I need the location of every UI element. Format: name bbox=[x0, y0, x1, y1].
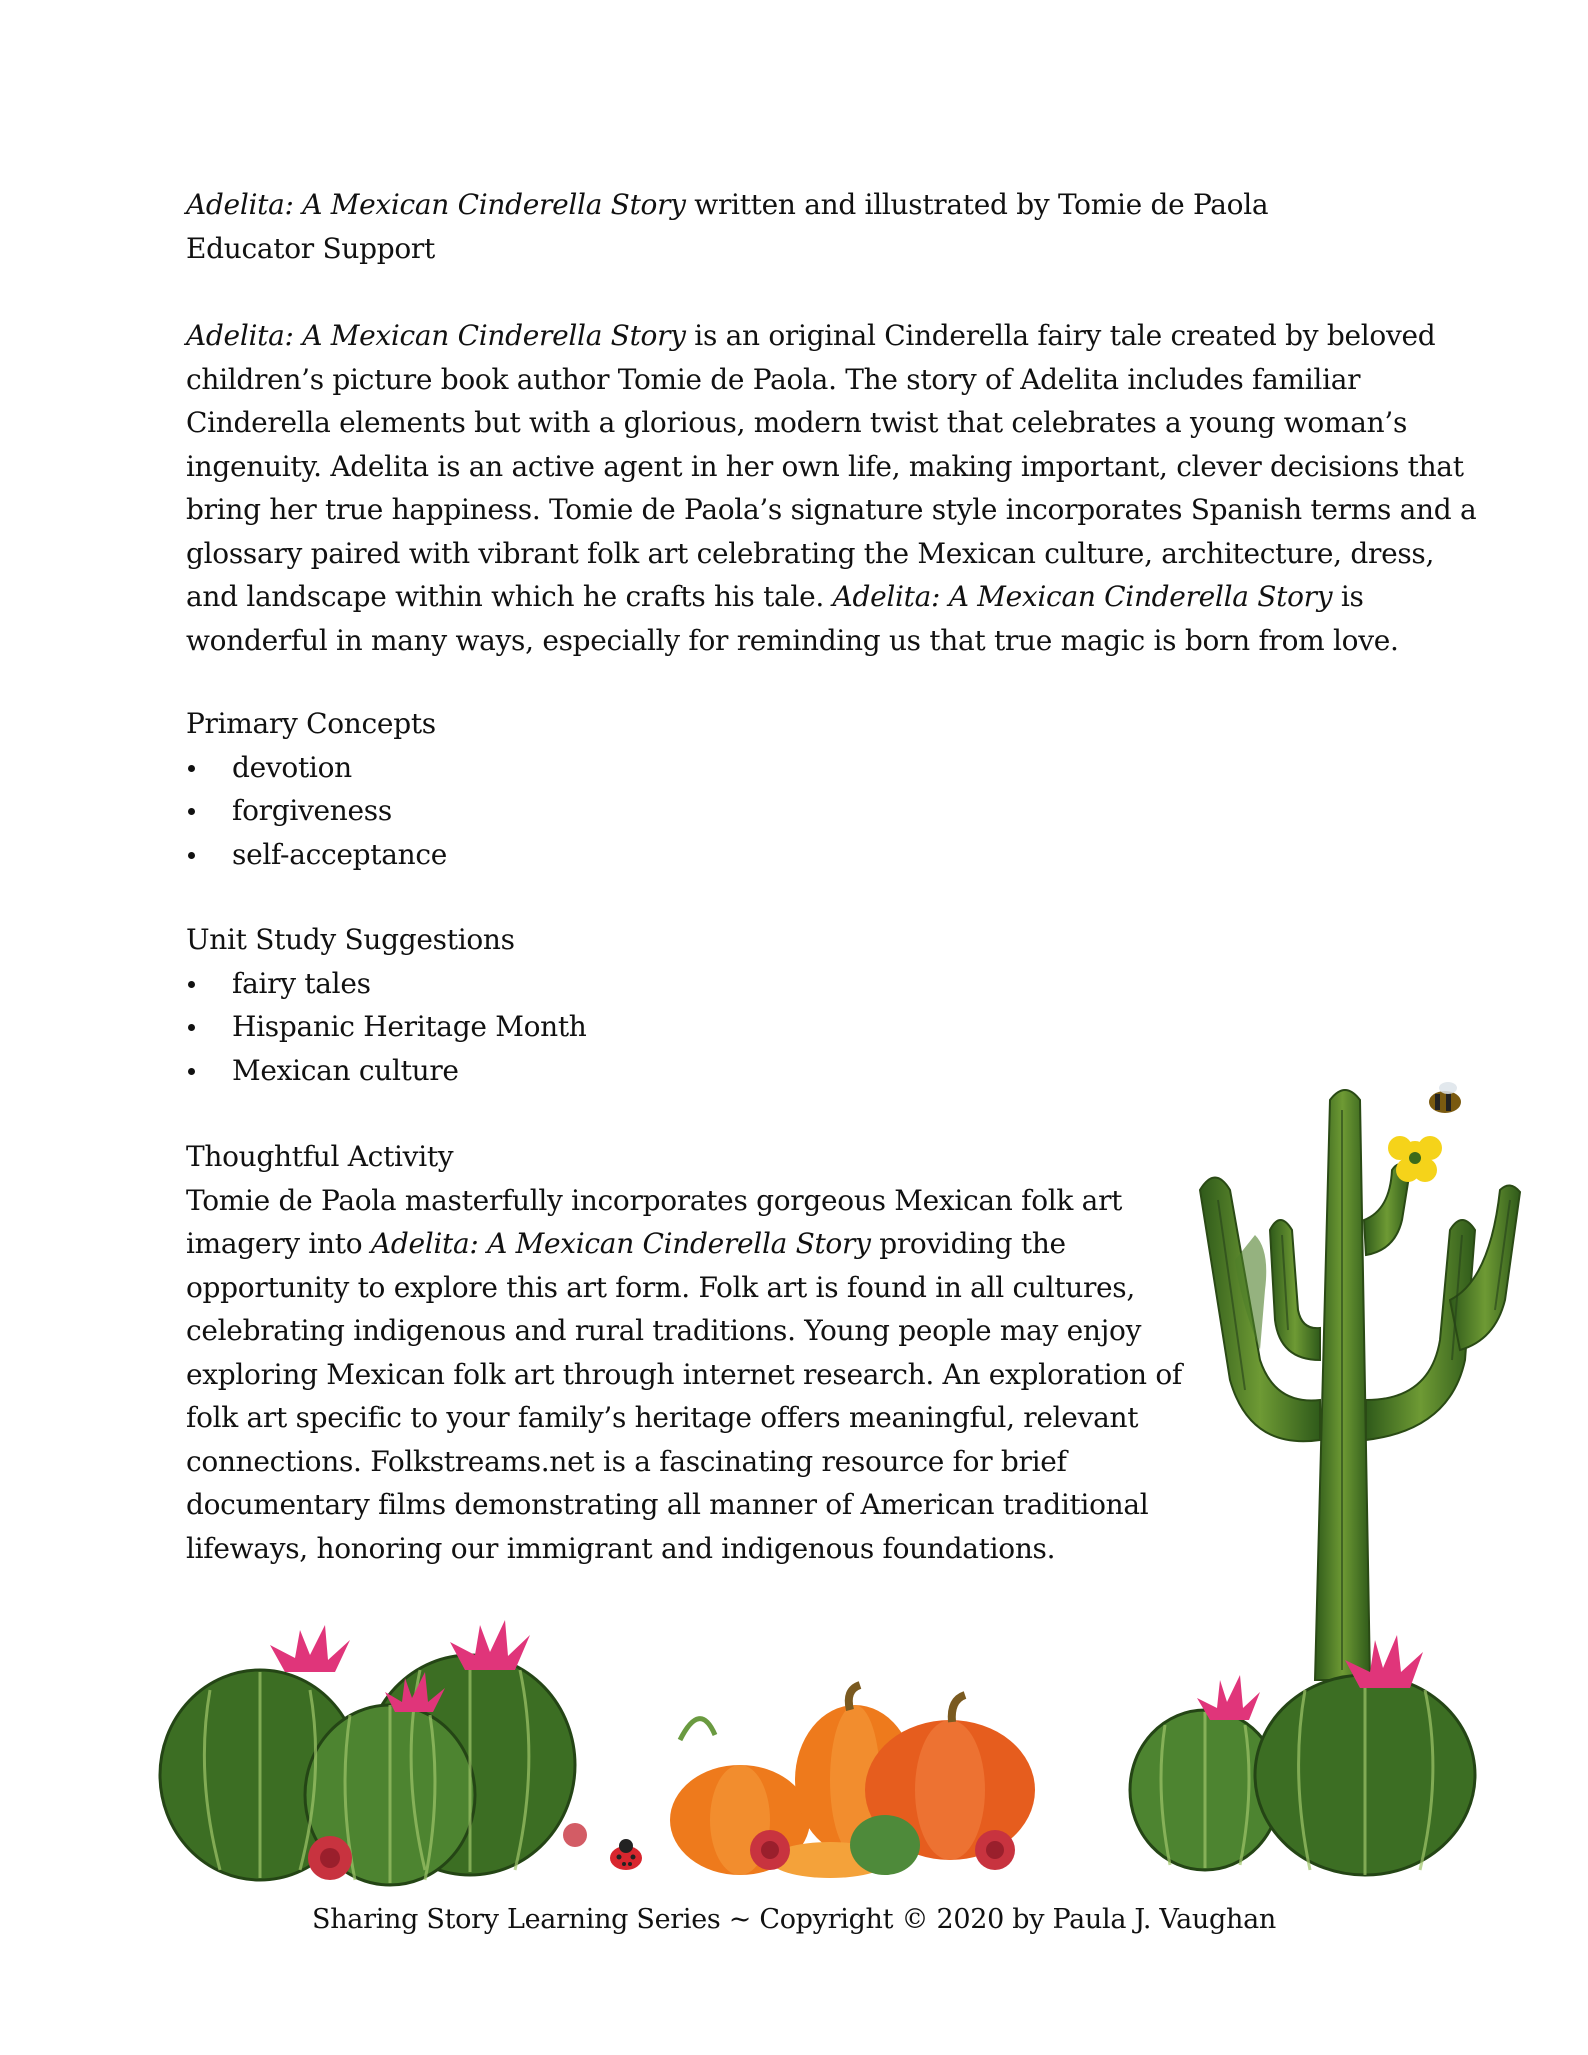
barrel-cacti-left-illustration bbox=[150, 1600, 600, 1890]
intro-line: and landscape within which he crafts his tale. Adelita: A Mexican Cinderella Story is bbox=[186, 580, 1364, 613]
list-item: Hispanic Heritage Month bbox=[186, 1005, 1426, 1049]
primary-concepts-list bbox=[186, 746, 1426, 877]
saguaro-cactus-illustration bbox=[1130, 1060, 1530, 1700]
byline: written and illustrated by Tomie de Paola bbox=[685, 188, 1269, 221]
list-item: self-acceptance bbox=[186, 833, 1426, 877]
header bbox=[186, 183, 1426, 270]
list-item: fairy tales bbox=[186, 962, 1426, 1006]
activity-line: lifeways, honoring our immigrant and indigenous foundations. bbox=[186, 1531, 1056, 1565]
list-item: devotion bbox=[186, 746, 1426, 790]
activity-line: folk art specific to your family’s heritage offers meaningful, relevant bbox=[186, 1401, 1139, 1434]
thoughtful-activity-section bbox=[186, 1135, 1182, 1570]
subtitle: Educator Support bbox=[186, 231, 435, 265]
intro-line: bring her true happiness. Tomie de Paola’s signature style incorporates Spanish terms and a bbox=[186, 493, 1477, 526]
activity-line: imagery into Adelita: A Mexican Cinderella Story providing the bbox=[186, 1227, 1066, 1260]
section-heading: Thoughtful Activity bbox=[186, 1140, 454, 1173]
activity-line: exploring Mexican folk art through internet research. An exploration of bbox=[186, 1357, 1182, 1391]
intro-line: ingenuity. Adelita is an active agent in her own life, making important, clever decisions that bbox=[186, 449, 1464, 483]
title-line bbox=[186, 183, 1426, 227]
intro-line: Cinderella elements but with a glorious, modern twist that celebrates a young woman’s bbox=[186, 406, 1408, 439]
primary-concepts-section bbox=[186, 702, 1426, 876]
section-heading: Unit Study Suggestions bbox=[186, 923, 515, 956]
ladybug-icon bbox=[604, 1838, 648, 1872]
intro-line: Adelita: A Mexican Cinderella Story is an original Cinderella fairy tale created by beloved bbox=[186, 319, 1436, 352]
bullet-icon bbox=[188, 765, 195, 772]
activity-line: Tomie de Paola masterfully incorporates gorgeous Mexican folk art bbox=[186, 1183, 1123, 1217]
section-heading: Primary Concepts bbox=[186, 707, 436, 740]
bullet-icon bbox=[188, 1068, 195, 1075]
intro-paragraph bbox=[186, 314, 1477, 662]
footer: Sharing Story Learning Series ~ Copyright © 2020 by Paula J. Vaughan bbox=[312, 1904, 1276, 1935]
bullet-icon bbox=[188, 852, 195, 859]
book-title: Adelita: A Mexican Cinderella Story bbox=[186, 319, 686, 352]
bee-icon bbox=[1429, 1082, 1461, 1113]
intro-line: wonderful in many ways, especially for reminding us that true magic is born from love. bbox=[186, 623, 1399, 657]
activity-line: connections. Folkstreams.net is a fascinating resource for brief bbox=[186, 1444, 1067, 1478]
pumpkins-illustration bbox=[660, 1680, 1060, 1880]
activity-line: documentary films demonstrating all manner of American traditional bbox=[186, 1488, 1149, 1521]
activity-line: celebrating indigenous and rural traditions. Young people may enjoy bbox=[186, 1314, 1142, 1347]
list-item: forgiveness bbox=[186, 789, 1426, 833]
book-title: Adelita: A Mexican Cinderella Story bbox=[370, 1227, 871, 1260]
book-title: Adelita: A Mexican Cinderella Story bbox=[186, 188, 686, 221]
bullet-icon bbox=[188, 1024, 195, 1031]
bullet-icon bbox=[188, 808, 195, 815]
bullet-icon bbox=[188, 981, 195, 988]
intro-line: glossary paired with vibrant folk art celebrating the Mexican culture, architecture, dress, bbox=[186, 536, 1435, 570]
activity-line: opportunity to explore this art form. Folk art is found in all cultures, bbox=[186, 1270, 1135, 1304]
list-item: Mexican culture bbox=[186, 1049, 1426, 1093]
book-title: Adelita: A Mexican Cinderella Story bbox=[832, 580, 1333, 613]
intro-line: children’s picture book author Tomie de Paola. The story of Adelita includes familiar bbox=[186, 362, 1361, 396]
barrel-cacti-right-illustration bbox=[1125, 1630, 1515, 1880]
